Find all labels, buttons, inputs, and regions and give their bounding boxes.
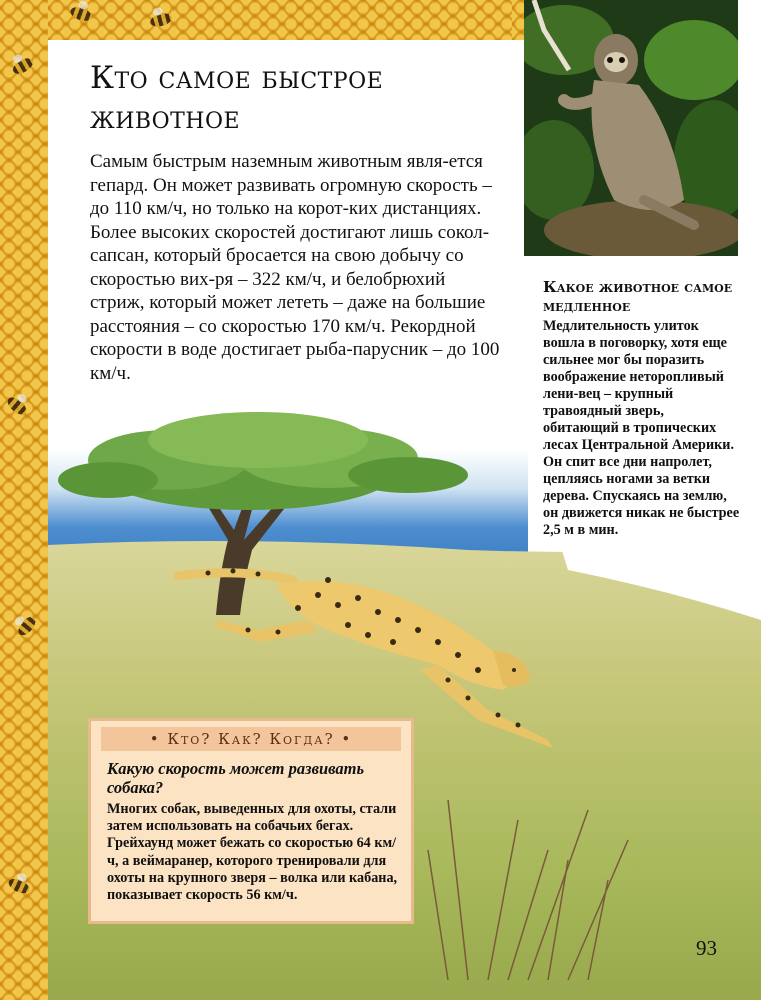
honeycomb-border-top-right <box>512 0 524 40</box>
qa-box <box>88 718 414 924</box>
page-number: 93 <box>696 936 717 960</box>
sidebar-title: Какое животное самое медленное <box>543 278 733 315</box>
honeycomb-border-top <box>48 0 520 40</box>
main-paragraph: Самым быстрым наземным животным явля-ется гепард. Он может развивать огромную скорость – до 110 км/ч, но только на корот-ких дистанциях. Более высоких скоростей достигают лишь сокол-сапсан, который бросается на свою добычу со скоростью вих-ря – 322 км/ч, и белобрюхий стриж, который может лететь – даже на большие расстояния – со скоростью 170 км/ч. Рекордной скорости в воде достигает рыба-парусник – до 100 км/ч. <box>90 151 500 384</box>
honeycomb-border-left <box>0 0 48 1000</box>
qa-header: • Кто? Как? Когда? • <box>101 727 401 751</box>
sidebar-paragraph: Медлительность улиток вошла в поговорку, хотя еще сильнее мог бы поразить воображение неторопливый лени-вец – крупный травоядный зверь, обитающий в тропических лесах Центральной Америки. Он спит все дни напролет, цепляясь ногами за ветки дерева. Спускаясь на землю, он движется никак не быстрее 2,5 м в мин. <box>543 318 740 538</box>
qa-question: Какую скорость может развивать собака? <box>107 759 364 797</box>
qa-answer: Многих собак, выведенных для охоты, стали затем использовать на собачьих бегах. Грейхаунд может бежать со скоростью 64 км/ч, а веймаранер, которого тренировали для охоты на крупного зверя – волка или кабана, показывает скорость 56 км/ч. <box>107 801 398 904</box>
photo-torn-edge <box>524 256 738 262</box>
sloth-photo <box>524 0 738 258</box>
page-title: Кто самое быстрое животное <box>90 60 384 136</box>
